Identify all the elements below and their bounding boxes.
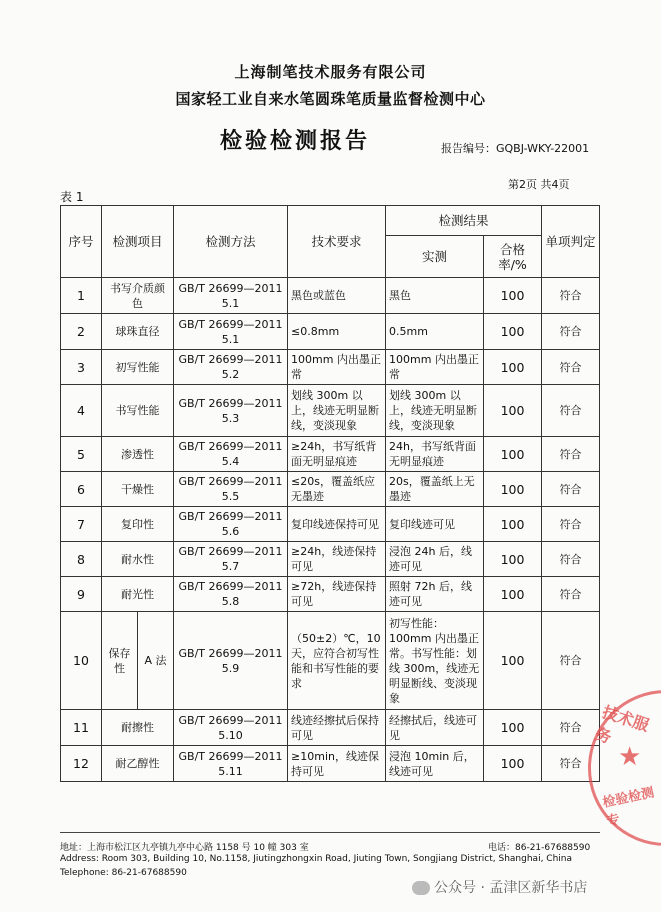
seal-star-icon: ★ [618,742,642,772]
footer-divider [60,832,600,833]
footer-tel-en: Telephone: 86-21-67688590 [60,868,187,878]
header-pass-rate: 合格率/% [484,236,542,278]
cell-item: 耐光性 [102,577,174,612]
report-number: 报告编号：GQBJ-WKY-22001 [441,142,590,155]
table-row [61,278,600,314]
table-row [61,385,600,437]
cell-subitem: A 法 [138,612,174,710]
watermark-text: 公众号 · 孟津区新华书店 [434,880,588,896]
cell-actual: 照射 72h 后，线迹可见 [386,577,484,612]
cell-no: 4 [61,385,102,437]
cell-no: 2 [61,314,102,350]
page-info: 第2页 共4页 [508,178,570,191]
cell-item: 复印性 [102,507,174,542]
org-name-line2: 国家轻工业自来水笔圆珠笔质量监督检测中心 [175,90,486,108]
cell-pass-rate: 100 [484,385,542,437]
seal-text-top: 技术服务 [592,702,652,748]
cell-requirement: 划线 300m 以上，线迹无明显断线，变淡现象 [288,385,386,437]
cell-item: 球珠直径 [102,314,174,350]
cell-requirement: 线迹经擦拭后保持可见 [288,710,386,746]
cell-actual: 复印线迹可见 [386,507,484,542]
cell-verdict: 符合 [542,385,600,437]
report-title: 检验检测报告 [220,129,371,154]
cell-method: GB/T 26699—2011 5.4 [174,437,288,472]
cell-actual: 0.5mm [386,314,484,350]
cell-actual: 经擦拭后，线迹可见 [386,710,484,746]
cell-pass-rate: 100 [484,278,542,314]
cell-verdict: 符合 [542,314,600,350]
cell-requirement: ≤20s，覆盖纸应无墨迹 [288,472,386,507]
watermark [412,877,587,897]
cell-requirement: 复印线迹保持可见 [288,507,386,542]
table-row [61,542,600,577]
cell-no: 11 [61,710,102,746]
cell-pass-rate: 100 [484,472,542,507]
cell-item: 耐乙醇性 [102,746,174,782]
table-row [61,577,600,612]
cell-pass-rate: 100 [484,314,542,350]
footer-tel-cn: 电话：86-21-67688590 [488,843,591,853]
cell-requirement: ≥24h，书写纸背面无明显痕迹 [288,437,386,472]
cell-pass-rate: 100 [484,437,542,472]
cell-verdict: 符合 [542,437,600,472]
footer-address-en: Address: Room 303, Building 10, No.1158, Jiutingzhongxin Road, Jiuting Town, Songjiang District, Shanghai, China [60,854,572,864]
cell-item: 保存性 [102,612,138,710]
cell-pass-rate: 100 [484,746,542,782]
cell-verdict: 符合 [542,710,600,746]
cell-pass-rate: 100 [484,542,542,577]
cell-requirement: 100mm 内出墨正常 [288,350,386,385]
cell-pass-rate: 100 [484,577,542,612]
cell-method: GB/T 26699—2011 5.9 [174,612,288,710]
table-row [61,350,600,385]
cell-requirement: ≤0.8mm [288,314,386,350]
cell-pass-rate: 100 [484,507,542,542]
cell-item: 初写性能 [102,350,174,385]
cell-method: GB/T 26699—2011 5.3 [174,385,288,437]
table-row [61,472,600,507]
org-name-line1: 上海制笔技术服务有限公司 [234,63,427,81]
cell-actual: 浸泡 10min 后，线迹可见 [386,746,484,782]
cell-pass-rate: 100 [484,710,542,746]
table-row [61,612,600,710]
header-method: 检测方法 [174,206,288,278]
table-row [61,746,600,782]
header-no: 序号 [61,206,102,278]
cell-method: GB/T 26699—2011 5.5 [174,472,288,507]
cell-method: GB/T 26699—2011 5.6 [174,507,288,542]
cell-pass-rate: 100 [484,350,542,385]
cell-method: GB/T 26699—2011 5.1 [174,278,288,314]
cell-requirement: ≥72h，线迹保持可见 [288,577,386,612]
header-item: 检测项目 [102,206,174,278]
cell-no: 10 [61,612,102,710]
cell-verdict: 符合 [542,350,600,385]
cell-no: 5 [61,437,102,472]
cell-actual: 浸泡 24h 后，线迹可见 [386,542,484,577]
results-body [61,278,600,782]
cell-item: 干燥性 [102,472,174,507]
table-row [61,710,600,746]
table-row [61,314,600,350]
cell-method: GB/T 26699—2011 5.2 [174,350,288,385]
cell-no: 6 [61,472,102,507]
cell-no: 8 [61,542,102,577]
cell-method: GB/T 26699—2011 5.7 [174,542,288,577]
cell-requirement: 黑色或蓝色 [288,278,386,314]
cell-actual: 黑色 [386,278,484,314]
cell-no: 12 [61,746,102,782]
seal-text-bottom: 检验检测专 [601,785,656,830]
cell-item: 耐水性 [102,542,174,577]
cell-method: GB/T 26699—2011 5.10 [174,710,288,746]
cell-method: GB/T 26699—2011 5.8 [174,577,288,612]
cell-verdict: 符合 [542,472,600,507]
header-result-group: 检测结果 [386,206,542,236]
table-row [61,507,600,542]
results-table [60,205,600,782]
cell-actual: 100mm 内出墨正常 [386,350,484,385]
header-requirement: 技术要求 [288,206,386,278]
cell-verdict: 符合 [542,507,600,542]
cell-actual: 划线 300m 以上，线迹无明显断线，变淡现象 [386,385,484,437]
table-label: 表 1 [60,190,84,204]
footer-address-cn: 地址：上海市松江区九亭镇九亭中心路 1158 号 10 幢 303 室 [60,843,309,853]
cell-requirement: ≥10min，线迹保持可见 [288,746,386,782]
cell-pass-rate: 100 [484,612,542,710]
cell-no: 3 [61,350,102,385]
cell-no: 7 [61,507,102,542]
cell-no: 1 [61,278,102,314]
cell-item: 书写介质颜色 [102,278,174,314]
header-verdict: 单项判定 [542,206,600,278]
cell-verdict: 符合 [542,278,600,314]
cell-verdict: 符合 [542,746,600,782]
wechat-icon [412,881,430,895]
cell-item: 渗透性 [102,437,174,472]
cell-no: 9 [61,577,102,612]
cell-actual: 20s，覆盖纸上无墨迹 [386,472,484,507]
cell-item: 耐擦性 [102,710,174,746]
cell-actual: 24h，书写纸背面无明显痕迹 [386,437,484,472]
table-row [61,437,600,472]
cell-verdict: 符合 [542,612,600,710]
cell-verdict: 符合 [542,542,600,577]
header-actual: 实测 [386,236,484,278]
cell-requirement: （50±2）℃，10天，应符合初写性能和书写性能的要求 [288,612,386,710]
cell-method: GB/T 26699—2011 5.1 [174,314,288,350]
cell-actual: 初写性能：100mm 内出墨正常。书写性能：划线 300m，线迹无明显断线、变淡现象 [386,612,484,710]
cell-verdict: 符合 [542,577,600,612]
cell-requirement: ≥24h，线迹保持可见 [288,542,386,577]
cell-method: GB/T 26699—2011 5.11 [174,746,288,782]
cell-item: 书写性能 [102,385,174,437]
